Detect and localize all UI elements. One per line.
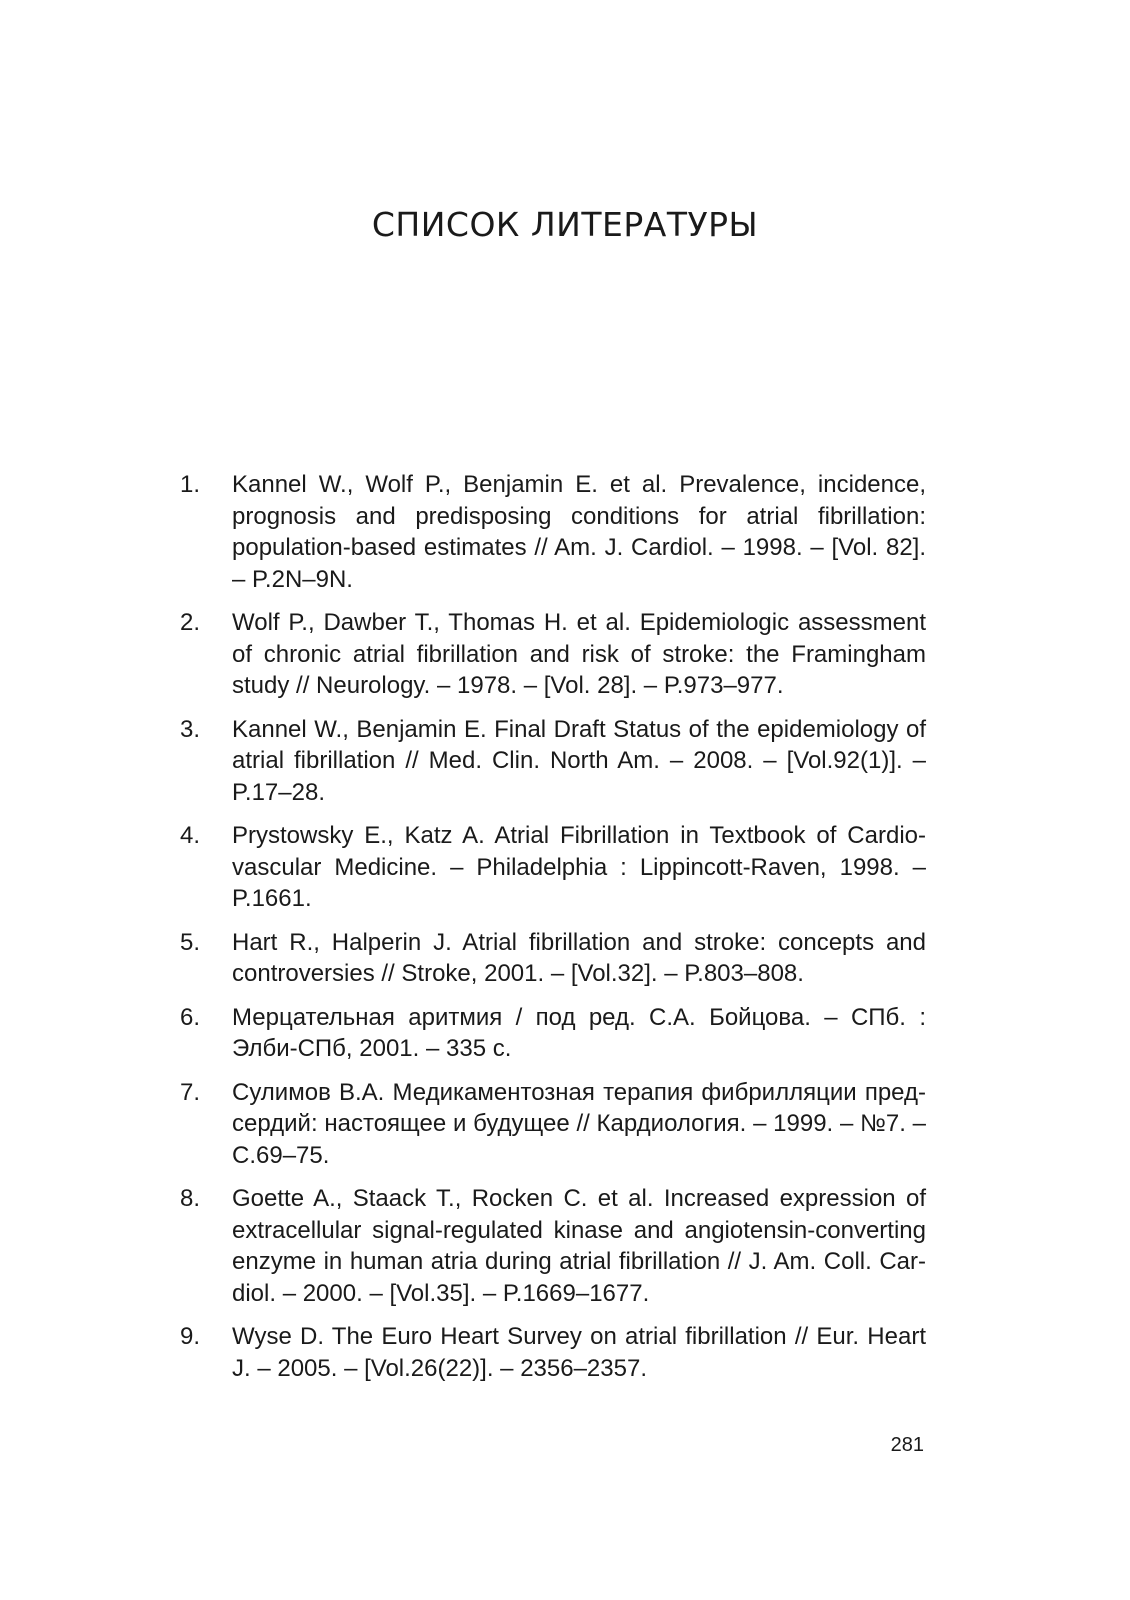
reference-item (0, 1183, 1130, 1309)
reference-text: Мерцательная аритмия / под ред. С.А. Бойцова. – СПб. : Элби-СПб, 2001. – 335 с. (232, 1003, 926, 1062)
reference-number: 6. (180, 1003, 201, 1031)
reference-number: 7. (180, 1078, 201, 1106)
reference-text: Сулимов В.А. Медикаментозная терапия фибрилляции предсердий: настоящее и будущее // Кардиология. – 1999. – №7. – С.69–75. (232, 1078, 926, 1169)
reference-number: 1. (180, 471, 201, 498)
reference-number: 5. (180, 928, 201, 956)
reference-item (0, 607, 1130, 702)
reference-item (0, 1321, 1130, 1384)
reference-number: 4. (180, 822, 201, 849)
reference-item (0, 927, 1130, 990)
reference-item (0, 1002, 1130, 1065)
page-title: СПИСОК ЛИТЕРАТУРЫ (371, 205, 759, 244)
reference-text: Hart R., Halperin J. Atrial fibrillation and stroke: concepts and controversies // Stroke, 2001. – [Vol.32]. – P.803–808. (232, 928, 926, 987)
reference-number: 2. (180, 609, 201, 636)
reference-text: Prystowsky E., Katz A. Atrial Fibrillation in Textbook of Cardiovascular Medicine. – Philadelphia : Lippincott-Raven, 1998. – P.1661. (232, 822, 926, 912)
reference-text: Wyse D. The Euro Heart Survey on atrial fibrillation // Eur. Heart J. – 2005. – [Vol.26(22)]. – 2356–2357. (232, 1323, 926, 1382)
reference-number: 8. (180, 1185, 201, 1212)
reference-text: Wolf P., Dawber T., Thomas H. et al. Epidemiologic assessment of chronic atrial fibrillation and risk of stroke: the Framingham study // Neurology. – 1978. – [Vol. 28]. – P.973–977. (232, 609, 926, 699)
reference-item (0, 469, 1130, 595)
reference-number: 9. (180, 1323, 201, 1350)
reference-text: Kannel W., Benjamin E. Final Draft Status of the epidemiology of atrial fibrillation // Med. Clin. North Am. – 2008. – [Vol.92(1)]. – P.17–28. (232, 715, 926, 806)
reference-text: Kannel W., Wolf P., Benjamin E. et al. Prevalence, incidence, prognosis and predisposing conditions for atrial fibrillation: population-based estimates // Am. J. Cardiol. – 1998. – [Vol. 82]. – P.2N–9N. (232, 471, 926, 593)
reference-text: Goette A., Staack T., Rocken C. et al. Increased expression of extracellular signal-regulated kinase and angiotensin-converting enzyme in human atria during atrial fibrillation // J. Am. Coll. Cardiol. – 2000. – [Vol.35]. – P.1669–1677. (232, 1185, 926, 1307)
reference-item (0, 1077, 1130, 1172)
reference-list (0, 469, 1130, 1396)
reference-item (0, 714, 1130, 809)
reference-item (0, 820, 1130, 915)
page-number: 281 (890, 1434, 924, 1456)
reference-number: 3. (180, 715, 201, 743)
